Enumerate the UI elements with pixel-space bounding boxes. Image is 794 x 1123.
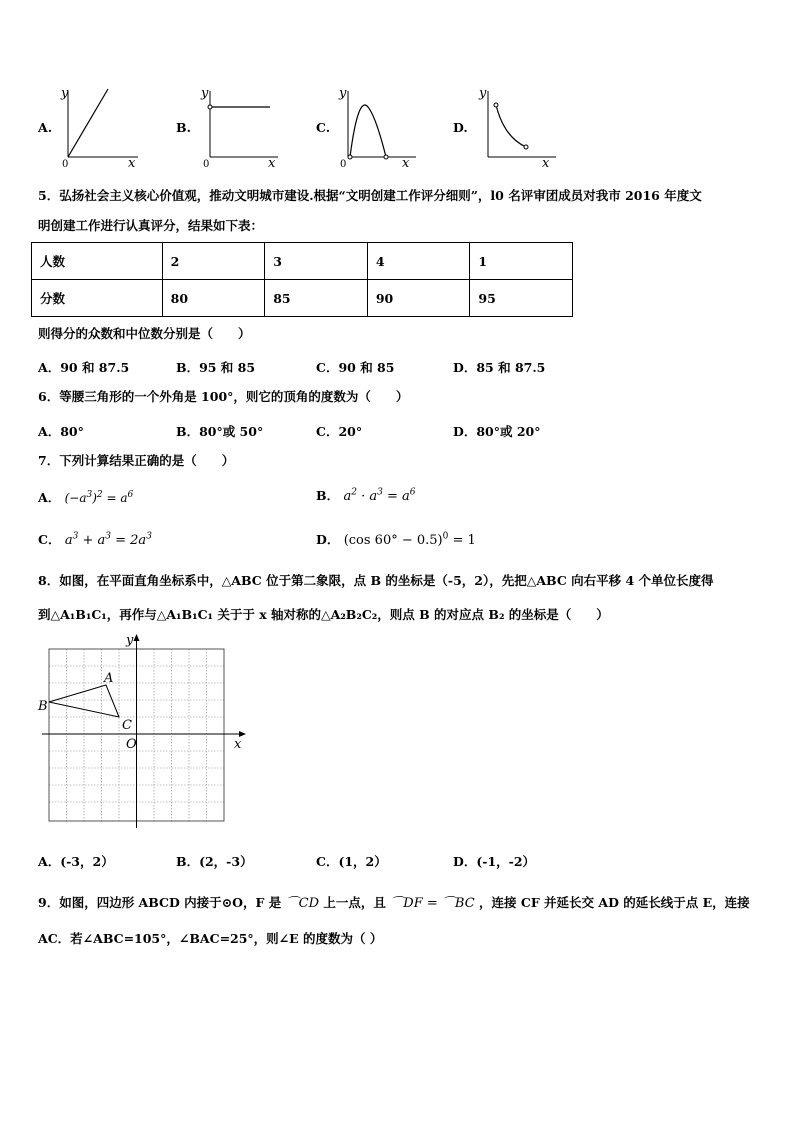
- table-row: [32, 280, 573, 317]
- q4-option-c-label: C.: [316, 120, 331, 135]
- table-row: [32, 243, 573, 280]
- q7-option-b-formula: $a^2 \cdot a^3 = a^6$: [343, 487, 416, 504]
- q7-option-b[interactable]: [316, 486, 416, 504]
- table-row-header: 分数: [32, 280, 163, 317]
- q9-line2: AC．若∠ABC=105°，∠BAC=25°，则∠E 的度数为（ ）: [38, 931, 383, 946]
- q9-line1-part1: 9．如图，四边形 ABCD 内接于⊙O，F 是: [38, 895, 282, 910]
- svg-text:0: 0: [340, 159, 347, 170]
- svg-text:x: x: [402, 156, 410, 170]
- q7-question: 7．下列计算结果正确的是（ ）: [38, 453, 235, 468]
- q9-line1-part3: ，连接 CF 并延长交 AD 的延长线于点 E，连接: [479, 895, 750, 910]
- q6-option-a[interactable]: A．80°: [38, 424, 84, 439]
- grid-y-label: y: [126, 633, 134, 648]
- q6-option-b[interactable]: B．80°或 50°: [176, 424, 264, 439]
- table-cell: 1: [470, 243, 573, 280]
- q6-option-d[interactable]: D．80°或 20°: [453, 424, 541, 439]
- table-cell: 90: [367, 280, 470, 317]
- q5-option-a[interactable]: A．90 和 87.5: [38, 360, 130, 375]
- q7-option-a-letter: A．: [38, 490, 61, 505]
- table-cell: 95: [470, 280, 573, 317]
- q9-line1: [38, 894, 750, 913]
- q5-line1: 5．弘扬社会主义核心价值观，推动文明城市建设.根据“文明创建工作评分细则”，l0 名评审团成员对我市 2016 年度文: [38, 188, 702, 203]
- q7-option-d-formula: (cos 60° − 0.5)$^0$ = 1: [343, 531, 476, 548]
- q8-line1: 8．如图，在平面直角坐标系中，△ABC 位于第二象限，点 B 的坐标是（-5，2），先把△ABC 向右平移 4 个单位长度得: [38, 573, 714, 588]
- q7-option-c[interactable]: [38, 530, 152, 548]
- q8-line2: 到△A₁B₁C₁，再作与△A₁B₁C₁ 关于于 x 轴对称的△A₂B₂C₂，则点 B 的对应点 B₂ 的坐标是（ ）: [38, 607, 609, 622]
- svg-text:y: y: [479, 86, 487, 101]
- q7-option-c-formula: $a^3 + a^3 = 2a^3$: [64, 531, 152, 548]
- point-a-label: A: [104, 671, 114, 686]
- q4-graph-b: [198, 85, 288, 170]
- q5-option-d[interactable]: D．85 和 87.5: [453, 360, 546, 375]
- table-row-header: 人数: [32, 243, 163, 280]
- svg-text:x: x: [268, 156, 276, 170]
- q7-option-d[interactable]: [316, 530, 476, 548]
- q8-option-a[interactable]: A．(-3，2）: [38, 854, 114, 869]
- q7-option-a-formula: $(-a^3)^2 = a^6$: [64, 490, 134, 505]
- q8-coordinate-grid: [36, 632, 256, 832]
- point-c-label: C: [122, 718, 132, 733]
- q5-option-b[interactable]: B．95 和 85: [176, 360, 256, 375]
- table-cell: 80: [162, 280, 265, 317]
- point-b-label: B: [38, 699, 48, 714]
- q9-arc-equation: ⌒DF = ⌒BC: [390, 896, 475, 911]
- q9-line1-part2: 上一点，且: [323, 895, 386, 910]
- q5-score-table: [31, 242, 573, 317]
- q7-option-b-letter: B．: [316, 488, 340, 503]
- q4-graph-a: [58, 85, 148, 170]
- q6-option-c[interactable]: C．20°: [316, 424, 363, 439]
- svg-text:0: 0: [203, 159, 210, 170]
- q5-line2: 明创建工作进行认真评分，结果如下表：: [38, 218, 264, 233]
- q7-option-d-letter: D．: [316, 532, 340, 547]
- q4-option-d-label: D.: [453, 120, 468, 135]
- q8-option-c[interactable]: C．(1，2）: [316, 854, 387, 869]
- table-cell: 4: [367, 243, 470, 280]
- q4-graph-d: [476, 85, 566, 170]
- q4-a-y-label: y: [61, 86, 69, 101]
- q9-arc-cd: ⌒CD: [285, 896, 320, 911]
- table-cell: 3: [265, 243, 368, 280]
- q7-option-a[interactable]: [38, 488, 133, 506]
- q8-option-d[interactable]: D．(-1，-2）: [453, 854, 536, 869]
- svg-text:y: y: [201, 86, 209, 101]
- q5-option-c[interactable]: C．90 和 85: [316, 360, 395, 375]
- q4-option-a-label: A.: [38, 120, 53, 135]
- q7-option-c-letter: C．: [38, 532, 61, 547]
- grid-origin-label: O: [126, 737, 137, 752]
- q8-option-b[interactable]: B．(2，-3）: [176, 854, 253, 869]
- q5-question: 则得分的众数和中位数分别是（ ）: [38, 326, 251, 341]
- svg-text:x: x: [542, 156, 550, 170]
- table-cell: 85: [265, 280, 368, 317]
- svg-text:y: y: [339, 86, 347, 101]
- q4-a-origin: 0: [62, 159, 69, 170]
- grid-x-label: x: [234, 737, 242, 752]
- q4-a-x-label: x: [128, 156, 136, 170]
- q6-question: 6．等腰三角形的一个外角是 100°，则它的顶角的度数为（ ）: [38, 389, 409, 404]
- q4-option-b-label: B.: [176, 120, 191, 135]
- q4-graph-c: [336, 85, 426, 170]
- table-cell: 2: [162, 243, 265, 280]
